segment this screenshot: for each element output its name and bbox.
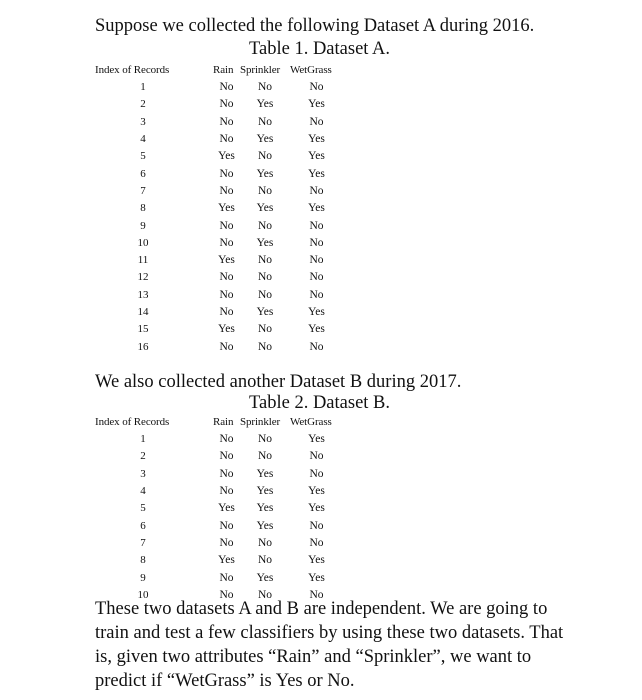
record-index: 2 bbox=[140, 450, 146, 463]
sprinkler-value: No bbox=[257, 588, 273, 601]
rain-value: No bbox=[219, 115, 234, 128]
wetgrass-value: Yes bbox=[308, 433, 325, 446]
sprinkler-value: No bbox=[257, 81, 273, 94]
sprinkler-value: No bbox=[257, 433, 273, 446]
sprinkler-value: Yes bbox=[256, 467, 274, 480]
table-row bbox=[95, 304, 343, 321]
dataset-b-table bbox=[95, 413, 343, 604]
table-row bbox=[95, 431, 343, 448]
dataset-a-table bbox=[95, 61, 343, 356]
rain-value: No bbox=[219, 519, 234, 532]
rain-value: No bbox=[219, 133, 234, 146]
sprinkler-value: Yes bbox=[256, 167, 274, 180]
table-row bbox=[95, 183, 343, 200]
table-row bbox=[95, 96, 343, 113]
header-index: Index of Records bbox=[95, 63, 170, 76]
rain-value: No bbox=[219, 184, 234, 197]
table-row bbox=[95, 269, 343, 286]
wetgrass-value: Yes bbox=[308, 502, 325, 515]
record-index: 4 bbox=[140, 485, 146, 498]
sprinkler-value: No bbox=[257, 323, 273, 336]
record-index: 4 bbox=[140, 133, 146, 146]
dataset-b-intro: We also collected another Dataset B during 2017. bbox=[95, 372, 462, 392]
wetgrass-value: No bbox=[309, 81, 324, 94]
rain-value: No bbox=[219, 288, 234, 301]
rain-value: No bbox=[219, 588, 234, 601]
record-index: 1 bbox=[140, 81, 146, 94]
rain-value: No bbox=[219, 536, 234, 549]
wetgrass-value: No bbox=[309, 236, 324, 249]
sprinkler-value: Yes bbox=[256, 202, 274, 215]
wetgrass-value: No bbox=[309, 184, 324, 197]
record-index: 6 bbox=[140, 167, 146, 180]
sprinkler-value: No bbox=[257, 184, 273, 197]
sprinkler-value: Yes bbox=[256, 485, 274, 498]
rain-value: Yes bbox=[218, 202, 235, 215]
wetgrass-value: No bbox=[309, 340, 324, 353]
rain-value: Yes bbox=[218, 554, 235, 567]
rain-value: No bbox=[219, 236, 234, 249]
table-row bbox=[95, 148, 343, 165]
sprinkler-value: Yes bbox=[256, 236, 274, 249]
rain-value: No bbox=[219, 271, 234, 284]
sprinkler-value: No bbox=[257, 271, 273, 284]
rain-value: No bbox=[219, 167, 234, 180]
sprinkler-value: No bbox=[257, 219, 273, 232]
wetgrass-value: No bbox=[309, 115, 324, 128]
table-row bbox=[95, 321, 343, 338]
record-index: 5 bbox=[140, 502, 146, 515]
table-row bbox=[95, 165, 343, 182]
sprinkler-value: Yes bbox=[256, 98, 274, 111]
rain-value: Yes bbox=[218, 323, 235, 336]
wetgrass-value: Yes bbox=[308, 485, 325, 498]
table-row bbox=[95, 448, 343, 465]
wetgrass-value: Yes bbox=[308, 133, 325, 146]
sprinkler-value: Yes bbox=[256, 571, 274, 584]
wetgrass-value: No bbox=[309, 254, 324, 267]
header-rain: Rain bbox=[213, 63, 234, 76]
wetgrass-value: Yes bbox=[308, 167, 325, 180]
header-sprinkler: Sprinkler bbox=[240, 63, 281, 76]
rain-value: No bbox=[219, 306, 234, 318]
wetgrass-value: No bbox=[309, 536, 324, 549]
wetgrass-value: Yes bbox=[308, 554, 325, 567]
rain-value: No bbox=[219, 467, 234, 480]
record-index: 9 bbox=[140, 219, 146, 232]
wetgrass-value: No bbox=[309, 271, 324, 284]
table-row bbox=[95, 552, 343, 569]
sprinkler-value: No bbox=[257, 115, 273, 128]
header-sprinkler: Sprinkler bbox=[240, 415, 281, 428]
wetgrass-value: No bbox=[309, 288, 324, 301]
record-index: 1 bbox=[140, 433, 146, 446]
sprinkler-value: Yes bbox=[256, 502, 274, 515]
sprinkler-value: Yes bbox=[256, 133, 274, 146]
record-index: 10 bbox=[137, 236, 149, 249]
table-row bbox=[95, 200, 343, 217]
table-row bbox=[95, 114, 343, 131]
table-row bbox=[95, 535, 343, 552]
wetgrass-value: No bbox=[309, 467, 324, 480]
table-row bbox=[95, 79, 343, 96]
wetgrass-value: Yes bbox=[308, 306, 325, 318]
table-row bbox=[95, 517, 343, 534]
record-index: 7 bbox=[140, 536, 146, 549]
table-header-row bbox=[95, 61, 343, 79]
record-index: 3 bbox=[140, 115, 146, 128]
wetgrass-value: Yes bbox=[308, 202, 325, 215]
record-index: 11 bbox=[137, 254, 149, 267]
rain-value: No bbox=[219, 571, 234, 584]
sprinkler-value: No bbox=[257, 536, 273, 549]
table-row bbox=[95, 500, 343, 517]
table-row bbox=[95, 235, 343, 252]
record-index: 9 bbox=[140, 571, 146, 584]
wetgrass-value: Yes bbox=[308, 571, 325, 584]
table-row bbox=[95, 483, 343, 500]
header-wetgrass: WetGrass bbox=[290, 415, 332, 428]
wetgrass-value: Yes bbox=[308, 150, 325, 163]
dataset-a-intro: Suppose we collected the following Dataset A during 2016. bbox=[95, 16, 535, 36]
record-index: 7 bbox=[140, 184, 146, 197]
wetgrass-value: Yes bbox=[308, 323, 325, 336]
wetgrass-value: No bbox=[309, 219, 324, 232]
header-index: Index of Records bbox=[95, 415, 170, 428]
table-header-row bbox=[95, 413, 343, 431]
record-index: 15 bbox=[137, 323, 149, 336]
rain-value: No bbox=[219, 340, 234, 353]
table-1-caption: Table 1. Dataset A. bbox=[249, 39, 391, 59]
record-index: 5 bbox=[140, 150, 146, 163]
table-2-caption: Table 2. Dataset B. bbox=[249, 393, 391, 413]
wetgrass-value: No bbox=[309, 450, 324, 463]
closing-paragraph: These two datasets A and B are independent. We are going to train and test a few classifiers by using these two datasets. That is, given two attributes “Rain” and “Sprinkler”, we want to predict if “WetGrass” is Yes or No. bbox=[95, 599, 564, 691]
table-row bbox=[95, 338, 343, 355]
wetgrass-value: Yes bbox=[308, 98, 325, 111]
sprinkler-value: No bbox=[257, 340, 273, 353]
table-row bbox=[95, 252, 343, 269]
record-index: 8 bbox=[140, 554, 146, 567]
rain-value: Yes bbox=[218, 502, 235, 515]
rain-value: No bbox=[219, 485, 234, 498]
record-index: 6 bbox=[140, 519, 146, 532]
record-index: 10 bbox=[137, 588, 149, 601]
rain-value: Yes bbox=[218, 150, 235, 163]
header-rain: Rain bbox=[213, 415, 234, 428]
table-row bbox=[95, 287, 343, 304]
table-row bbox=[95, 466, 343, 483]
wetgrass-value: No bbox=[309, 519, 324, 532]
record-index: 3 bbox=[140, 467, 146, 480]
sprinkler-value: No bbox=[257, 254, 273, 267]
sprinkler-value: No bbox=[257, 288, 273, 301]
rain-value: No bbox=[219, 219, 234, 232]
record-index: 16 bbox=[137, 340, 149, 353]
rain-value: No bbox=[219, 98, 234, 111]
sprinkler-value: Yes bbox=[256, 519, 274, 532]
record-index: 13 bbox=[137, 288, 149, 301]
table-row bbox=[95, 569, 343, 586]
rain-value: No bbox=[219, 81, 234, 94]
rain-value: No bbox=[219, 450, 234, 463]
table-row bbox=[95, 217, 343, 234]
record-index: 14 bbox=[137, 306, 149, 318]
rain-value: Yes bbox=[218, 254, 235, 267]
sprinkler-value: Yes bbox=[256, 306, 274, 318]
sprinkler-value: No bbox=[257, 150, 273, 163]
sprinkler-value: No bbox=[257, 450, 273, 463]
table-row bbox=[95, 131, 343, 148]
wetgrass-value: No bbox=[309, 588, 324, 601]
sprinkler-value: No bbox=[257, 554, 273, 567]
rain-value: No bbox=[219, 433, 234, 446]
record-index: 8 bbox=[140, 202, 146, 215]
record-index: 2 bbox=[140, 98, 146, 111]
header-wetgrass: WetGrass bbox=[290, 63, 332, 76]
record-index: 12 bbox=[137, 271, 149, 284]
